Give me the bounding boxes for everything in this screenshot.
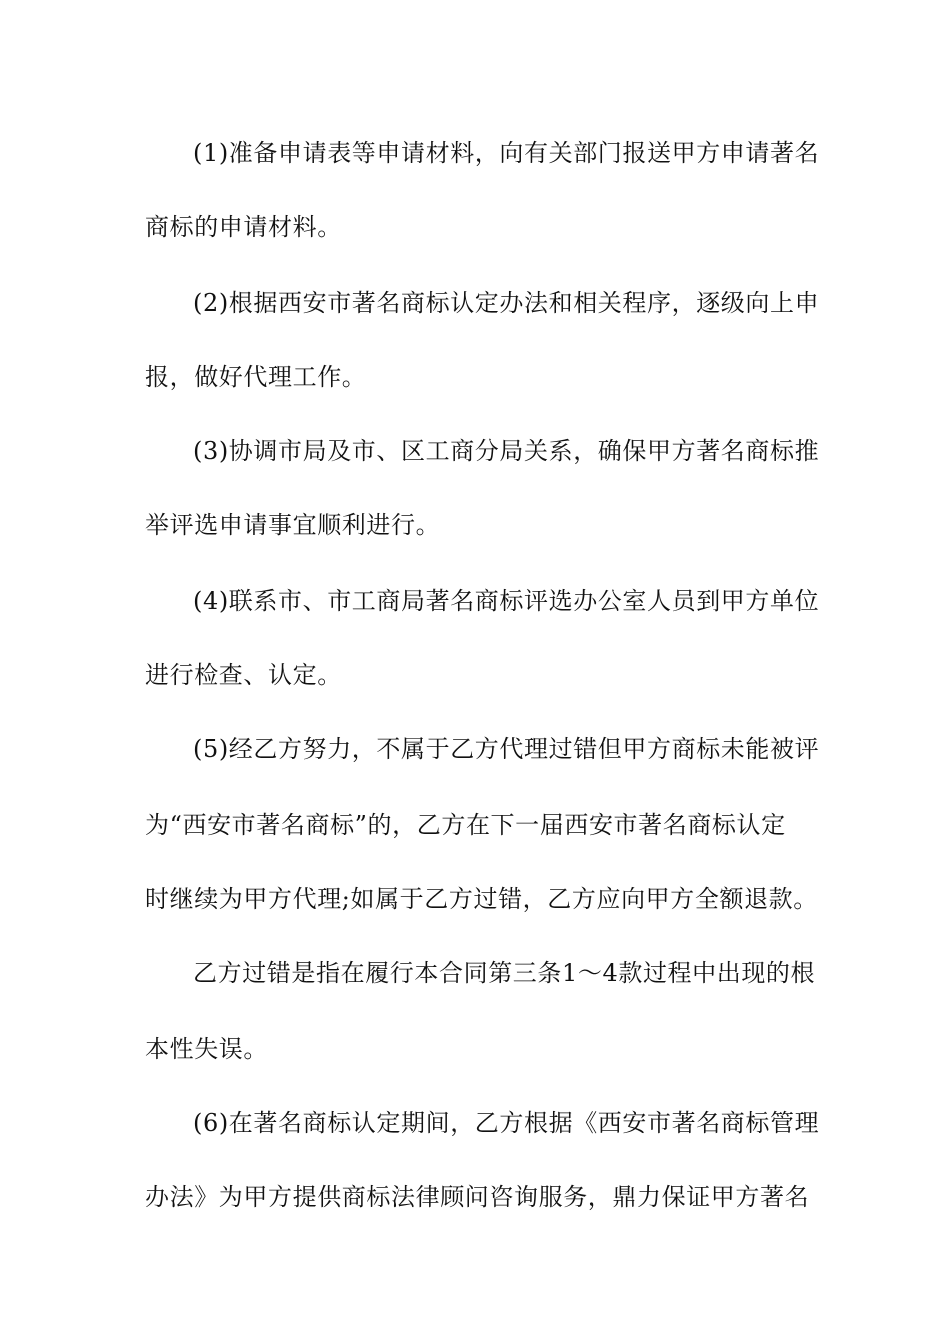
paragraph-4-line-2: 进行检查、认定。 xyxy=(145,661,342,689)
paragraph-7-line-1: (6)在著名商标认定期间，乙方根据《西安市著名商标管理 xyxy=(193,1109,820,1137)
paragraph-1-line-2: 商标的申请材料。 xyxy=(145,213,342,241)
paragraph-7-line-2: 办法》为甲方提供商标法律顾问咨询服务，鼎力保证甲方著名 xyxy=(145,1183,810,1211)
paragraph-1-line-1: (1)准备申请表等申请材料，向有关部门报送甲方申请著名 xyxy=(193,139,820,167)
paragraph-6-line-1: 乙方过错是指在履行本合同第三条1～4款过程中出现的根 xyxy=(193,959,816,987)
paragraph-5-line-2: 为“西安市著名商标”的，乙方在下一届西安市著名商标认定 xyxy=(145,811,786,839)
paragraph-2-line-2: 报，做好代理工作。 xyxy=(145,363,367,391)
paragraph-4-line-1: (4)联系市、市工商局著名商标评选办公室人员到甲方单位 xyxy=(193,587,820,615)
paragraph-5-line-3: 时继续为甲方代理;如属于乙方过错，乙方应向甲方全额退款。 xyxy=(145,885,818,913)
paragraph-5-line-1: (5)经乙方努力，不属于乙方代理过错但甲方商标未能被评 xyxy=(193,735,820,763)
paragraph-3-line-1: (3)协调市局及市、区工商分局关系，确保甲方著名商标推 xyxy=(193,437,820,465)
paragraph-3-line-2: 举评选申请事宜顺利进行。 xyxy=(145,511,441,539)
paragraph-2-line-1: (2)根据西安市著名商标认定办法和相关程序，逐级向上申 xyxy=(193,289,820,317)
paragraph-6-line-2: 本性失误。 xyxy=(145,1035,268,1063)
